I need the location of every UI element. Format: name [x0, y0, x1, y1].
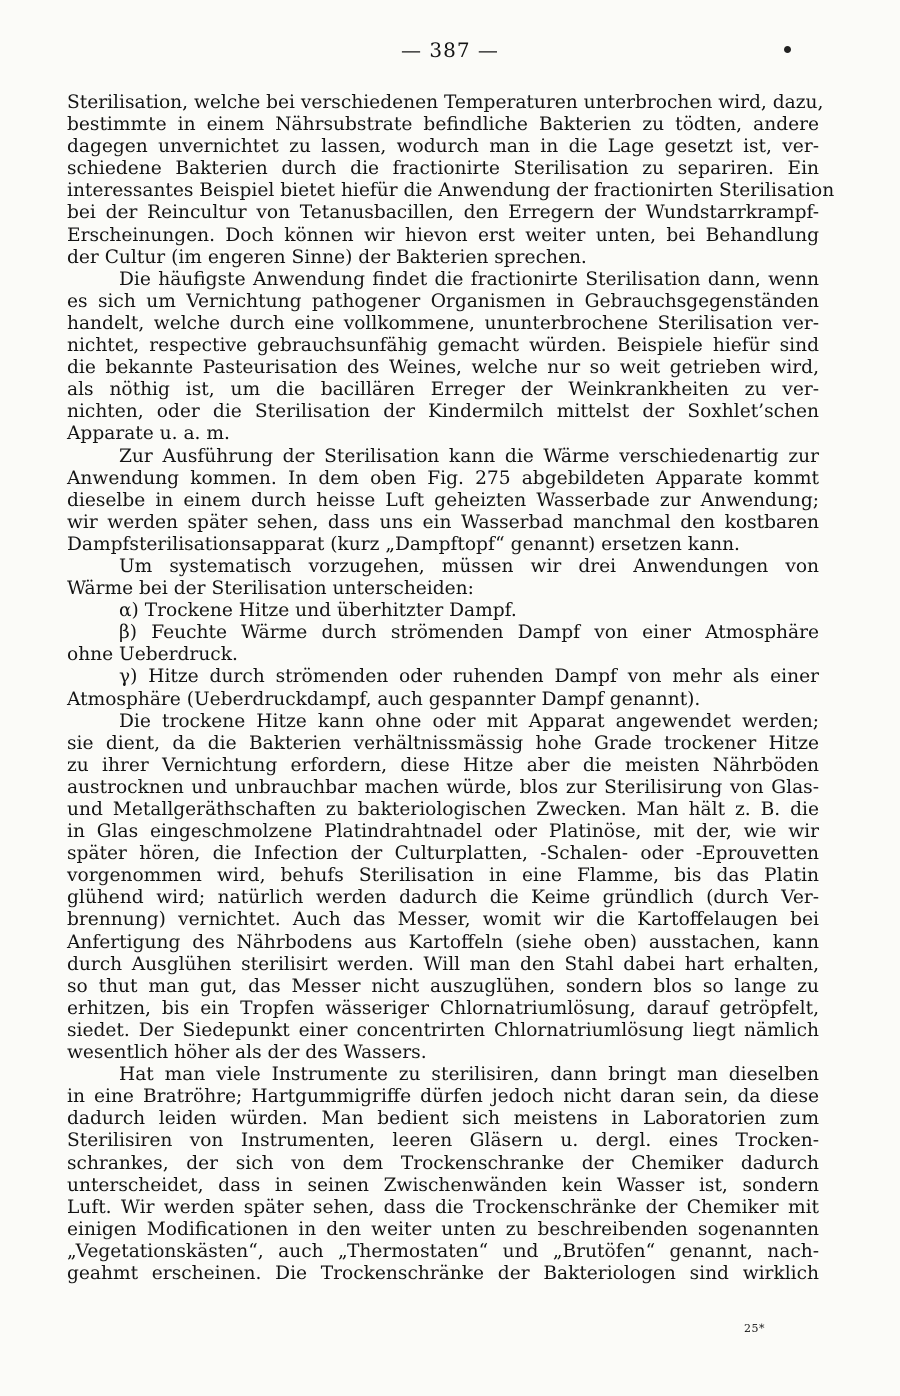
text-line: in Glas eingeschmolzene Platindrahtnadel oder Platinöse, mit der, wie wir — [67, 821, 819, 843]
text-line: nichten, oder die Sterilisation der Kindermilch mittelst der Soxhlet’schen — [67, 401, 819, 423]
text-line: α) Trockene Hitze und überhitzter Dampf. — [119, 600, 517, 622]
paragraph — [67, 666, 819, 710]
text-line: Luft. Wir werden später sehen, dass die Trockenschränke der Chemiker mit — [67, 1196, 819, 1218]
text-line: Die trockene Hitze kann ohne oder mit Apparat angewendet werden; — [119, 710, 819, 732]
text-line: schrankes, der sich von dem Trockenschranke der Chemiker dadurch — [67, 1152, 819, 1174]
text-line: γ) Hitze durch strömenden oder ruhenden Dampf von mehr als einer — [119, 666, 819, 688]
paragraph — [67, 1064, 819, 1285]
text-line: so thut man gut, das Messer nicht auszuglühen, sondern blos so lange zu — [67, 975, 819, 997]
text-line: bestimmte in einem Nährsubstrate befindliche Bakterien zu tödten, andere — [67, 114, 819, 136]
text-line: Hat man viele Instrumente zu sterilisiren, dann bringt man dieselben — [119, 1064, 819, 1086]
text-line: glühend wird; natürlich werden dadurch die Keime gründlich (durch Ver- — [67, 887, 819, 909]
text-line: dadurch leiden würden. Man bedient sich meistens in Laboratorien zum — [67, 1108, 819, 1130]
text-line: dieselbe in einem durch heisse Luft geheizten Wasserbade zur Anwendung; — [67, 489, 819, 511]
text-line: handelt, welche durch eine vollkommene, ununterbrochene Sterilisation ver- — [67, 312, 819, 334]
text-line: erhitzen, bis ein Tropfen wässeriger Chlornatriumlösung, darauf getröpfelt, — [67, 997, 819, 1019]
text-line: vorgenommen wird, behufs Sterilisation in eine Flamme, bis das Platin — [67, 865, 819, 887]
paragraph — [67, 446, 819, 556]
body-text — [67, 92, 835, 1285]
text-line: die bekannte Pasteurisation des Weines, welche nur so weit getrieben wird, — [67, 357, 819, 379]
paragraph — [67, 600, 819, 622]
text-line: es sich um Vernichtung pathogener Organismen in Gebrauchsgegenständen — [67, 290, 819, 312]
text-line: schiedene Bakterien durch die fractionirte Sterilisation zu separiren. Ein — [67, 158, 819, 180]
text-line: Sterilisiren von Instrumenten, leeren Gläsern u. dergl. eines Trocken- — [67, 1130, 819, 1152]
text-line: Die häufigste Anwendung findet die fractionirte Sterilisation dann, wenn — [119, 268, 819, 290]
text-line: interessantes Beispiel bietet hiefür die Anwendung der fractionirten Sterilisation — [67, 180, 835, 202]
signature-mark: 25* — [744, 1322, 765, 1335]
paragraph — [67, 556, 819, 600]
text-line: Anwendung kommen. In dem oben Fig. 275 abgebildeten Apparate kommt — [67, 467, 819, 489]
text-line: und Metallgeräthschaften zu bakteriologischen Zwecken. Man hält z. B. die — [67, 799, 819, 820]
text-line: durch Ausglühen sterilisirt werden. Will man den Stahl dabei hart erhalten, — [67, 953, 819, 975]
text-line: Wärme bei der Sterilisation unterscheiden: — [67, 578, 474, 600]
text-line: unterscheidet, dass in seinen Zwischenwänden kein Wasser ist, sondern — [67, 1174, 819, 1196]
text-line: später hören, die Infection der Culturplatten, -Schalen- oder -Eprouvetten — [67, 843, 819, 865]
paragraph — [67, 92, 835, 269]
text-line: austrocknen und unbrauchbar machen würde, blos zur Sterilisirung von Glas- — [67, 776, 819, 798]
ink-dot — [784, 46, 791, 53]
text-line: wesentlich höher als der des Wassers. — [67, 1042, 427, 1064]
paragraph — [67, 622, 819, 666]
text-line: in eine Bratröhre; Hartgummigriffe dürfen jedoch nicht daran sein, da diese — [67, 1086, 819, 1108]
text-line: wir werden später sehen, dass uns ein Wasserbad manchmal den kostbaren — [67, 511, 819, 533]
text-line: siedet. Der Siedepunkt einer concentrirten Chlornatriumlösung liegt nämlich — [67, 1019, 819, 1041]
page-number: — 387 — — [401, 38, 499, 62]
text-line: dagegen unvernichtet zu lassen, wodurch man in die Lage gesetzt ist, ver- — [67, 136, 819, 158]
text-line: „Vegetationskästen“, auch „Thermostaten“ und „Brutöfen“ genannt, nach- — [67, 1240, 819, 1262]
text-line: Atmosphäre (Ueberdruckdampf, auch gespannter Dampf genannt). — [67, 688, 701, 710]
text-line: zu ihrer Vernichtung erfordern, diese Hitze aber die meisten Nährböden — [67, 754, 819, 776]
text-line: brennung) vernichtet. Auch das Messer, womit wir die Kartoffelaugen bei — [67, 909, 819, 931]
text-line: Erscheinungen. Doch können wir hievon erst weiter unten, bei Behandlung — [67, 224, 819, 246]
text-line: Anfertigung des Nährbodens aus Kartoffeln (siehe oben) ausstachen, kann — [67, 931, 819, 953]
text-line: Apparate u. a. m. — [67, 423, 230, 445]
text-line: Dampfsterilisationsapparat (kurz „Dampftopf“ genannt) ersetzen kann. — [67, 533, 740, 555]
paragraph — [67, 269, 819, 446]
text-line: β) Feuchte Wärme durch strömenden Dampf von einer Atmosphäre — [119, 622, 819, 644]
text-line: als nöthig ist, um die bacillären Erreger der Weinkrankheiten zu ver- — [67, 379, 819, 401]
paragraph — [67, 711, 819, 1065]
text-line: Sterilisation, welche bei verschiedenen Temperaturen unterbrochen wird, dazu, — [67, 92, 824, 113]
text-line: der Cultur (im engeren Sinne) der Bakterien sprechen. — [67, 246, 587, 268]
text-line: einigen Modificationen in den weiter unten zu beschreibenden sogenannten — [67, 1218, 819, 1240]
text-line: sie dient, da die Bakterien verhältnissmässig hohe Grade trockener Hitze — [67, 732, 819, 754]
text-line: bei der Reincultur von Tetanusbacillen, den Erregern der Wundstarrkrampf- — [67, 202, 819, 224]
text-line: nichtet, respective gebrauchsunfähig gemacht würden. Beispiele hiefür sind — [67, 335, 819, 357]
text-line: Um systematisch vorzugehen, müssen wir drei Anwendungen von — [119, 555, 819, 577]
text-line: ohne Ueberdruck. — [67, 644, 238, 666]
text-line: geahmt erscheinen. Die Trockenschränke der Bakteriologen sind wirklich — [67, 1262, 819, 1284]
text-line: Zur Ausführung der Sterilisation kann die Wärme verschiedenartig zur — [119, 445, 819, 467]
